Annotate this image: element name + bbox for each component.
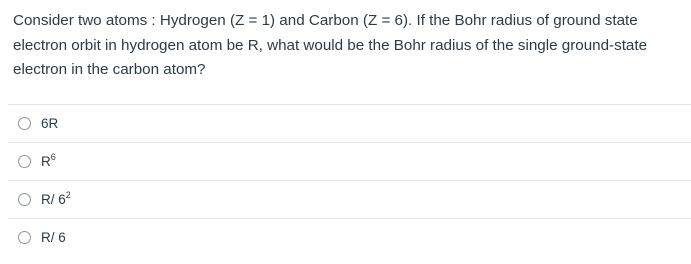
answer-option-1[interactable] xyxy=(8,104,691,142)
answer-list xyxy=(8,104,691,256)
radio-button[interactable] xyxy=(18,193,31,206)
answer-label: R/ $6^2$ xyxy=(41,190,71,207)
answer-label: $R^6$ xyxy=(41,152,56,169)
radio-button[interactable] xyxy=(18,117,31,130)
answer-option-4[interactable] xyxy=(8,218,691,256)
answer-option-2[interactable] xyxy=(8,142,691,180)
answer-label: 6R xyxy=(41,116,59,131)
radio-button[interactable] xyxy=(18,231,31,244)
answer-option-3[interactable] xyxy=(8,180,691,218)
radio-button[interactable] xyxy=(18,155,31,168)
question-text: Consider two atoms : Hydrogen (Z = 1) and Carbon (Z = 6). If the Bohr radius of ground state electron orbit in hydrogen atom be R, what would be the Bohr radius of the single ground-state electron in the carbon atom? xyxy=(13,12,648,78)
answer-label: R/ 6 xyxy=(41,230,66,245)
